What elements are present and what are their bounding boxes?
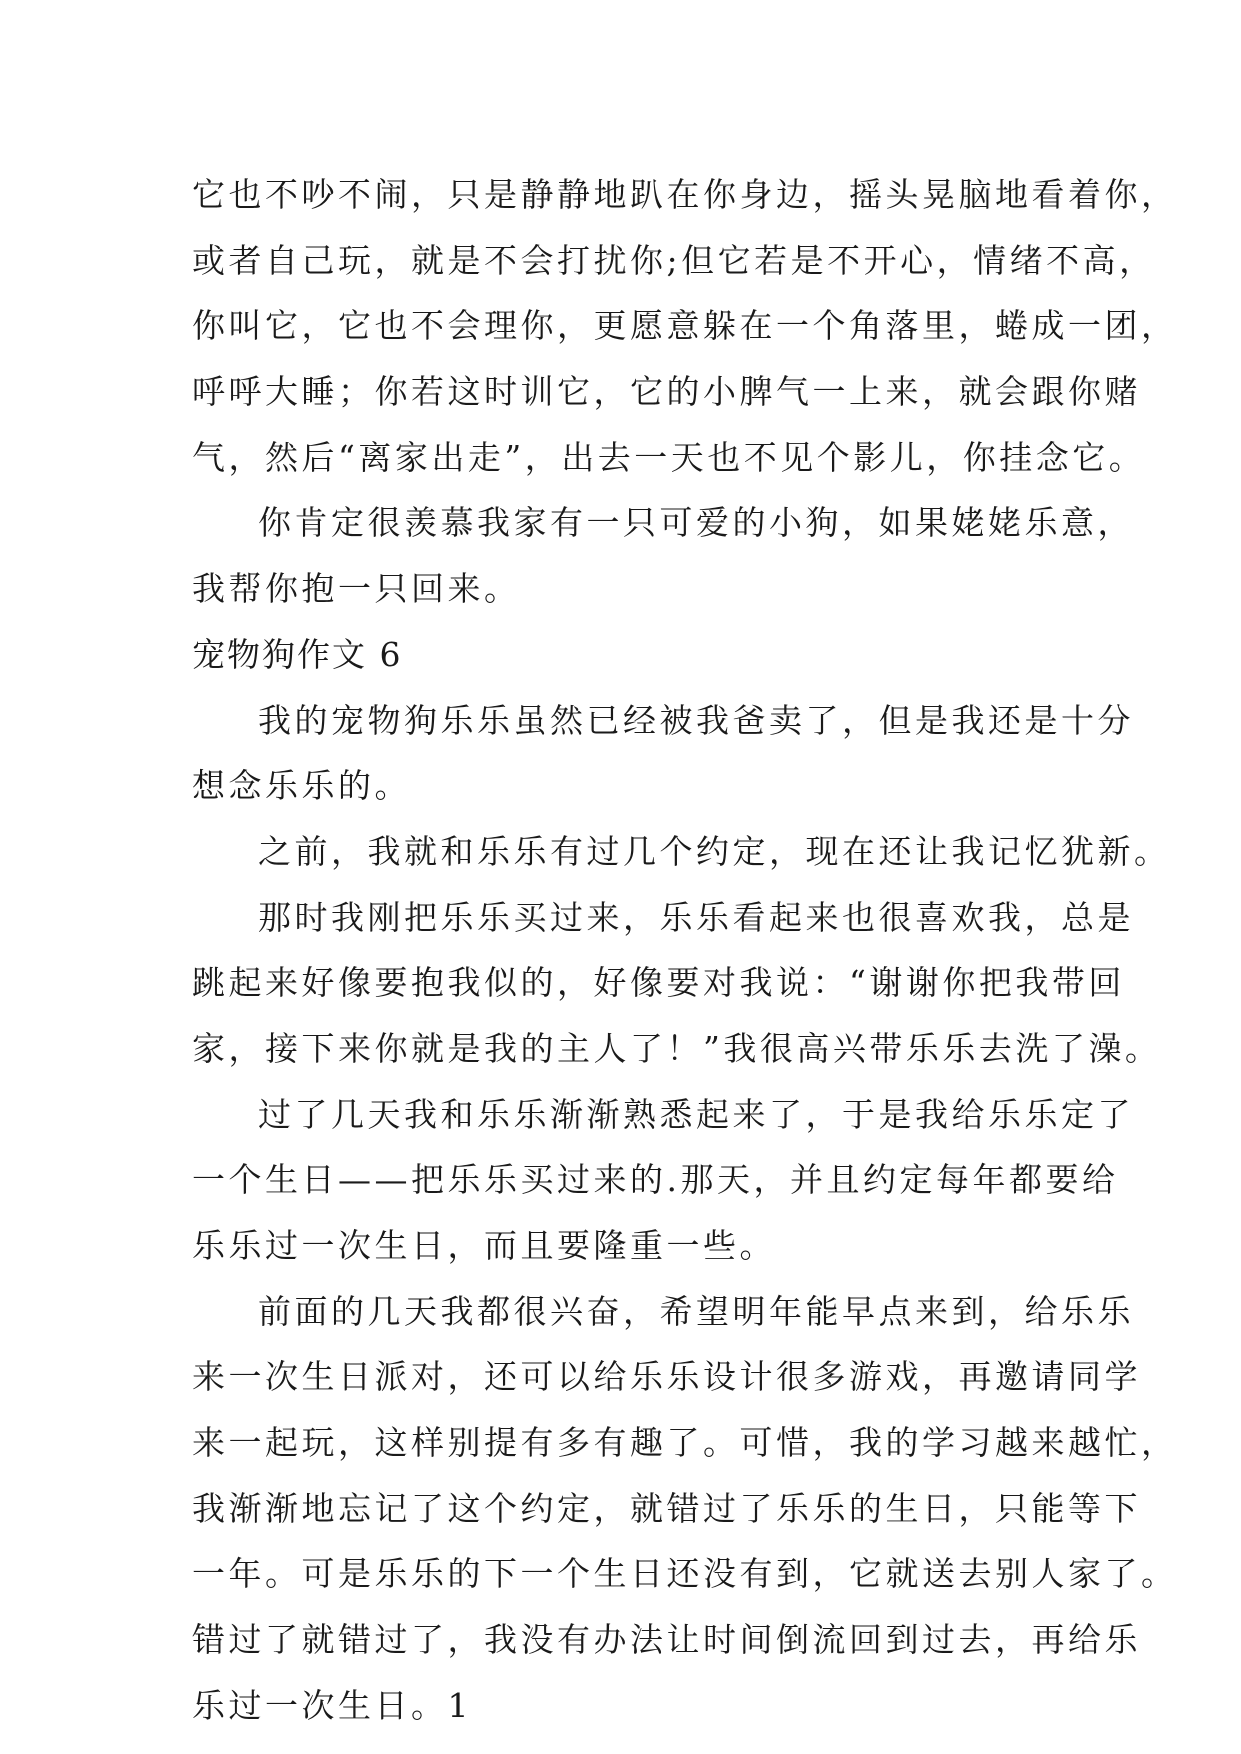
- text-line: 跳起来好像要抱我似的，好像要对我说：“谢谢你把我带回: [192, 963, 1125, 1003]
- text-line: 过了几天我和乐乐渐渐熟悉起来了，于是我给乐乐定了: [258, 1094, 1134, 1134]
- document-page: [192, 162, 1178, 1739]
- text-line: 我的宠物狗乐乐虽然已经被我爸卖了，但是我还是十分: [258, 700, 1134, 740]
- text-line: 乐过一次生日。1: [192, 1685, 472, 1725]
- text-line: 错过了就错过了，我没有办法让时间倒流回到过去，再给乐: [192, 1620, 1141, 1660]
- section-heading: 宠物狗作文 6: [192, 634, 403, 674]
- text-line: 想念乐乐的。: [192, 766, 411, 806]
- text-line: 那时我刚把乐乐买过来，乐乐看起来也很喜欢我，总是: [258, 897, 1134, 937]
- text-line: 我帮你抱一只回来。: [192, 569, 521, 609]
- text-line: 或者自己玩，就是不会打扰你;但它若是不开心，情绪不高，: [192, 240, 1156, 280]
- text-line: 之前，我就和乐乐有过几个约定，现在还让我记忆犹新。: [258, 831, 1171, 871]
- text-line: 你叫它，它也不会理你，更愿意躲在一个角落里，蜷成一团，: [192, 306, 1178, 346]
- text-line: 来一次生日派对，还可以给乐乐设计很多游戏，再邀请同学: [192, 1357, 1141, 1397]
- text-line: 来一起玩，这样别提有多有趣了。可惜，我的学习越来越忙，: [192, 1423, 1178, 1463]
- text-line: 乐乐过一次生日，而且要隆重一些。: [192, 1226, 776, 1265]
- text-line: 气，然后“离家出走”，出去一天也不见个影儿，你挂念它。: [192, 437, 1146, 477]
- text-line: 前面的几天我都很兴奋，希望明年能早点来到，给乐乐: [258, 1291, 1134, 1331]
- text-line: 它也不吵不闹，只是静静地趴在你身边，摇头晃脑地看着你，: [192, 175, 1178, 214]
- text-line: 一个生日——把乐乐买过来的.那天，并且约定每年都要给: [192, 1160, 1119, 1200]
- text-line: 呼呼大睡；你若这时训它，它的小脾气一上来，就会跟你赌: [192, 372, 1141, 412]
- text-line: 我渐渐地忘记了这个约定，就错过了乐乐的生日，只能等下: [192, 1488, 1141, 1528]
- text-line: 一年。可是乐乐的下一个生日还没有到，它就送去别人家了。: [192, 1554, 1178, 1594]
- text-line: 你肯定很羡慕我家有一只可爱的小狗，如果姥姥乐意，: [258, 503, 1134, 543]
- text-line: 家，接下来你就是我的主人了！”我很高兴带乐乐去洗了澡。: [192, 1028, 1162, 1068]
